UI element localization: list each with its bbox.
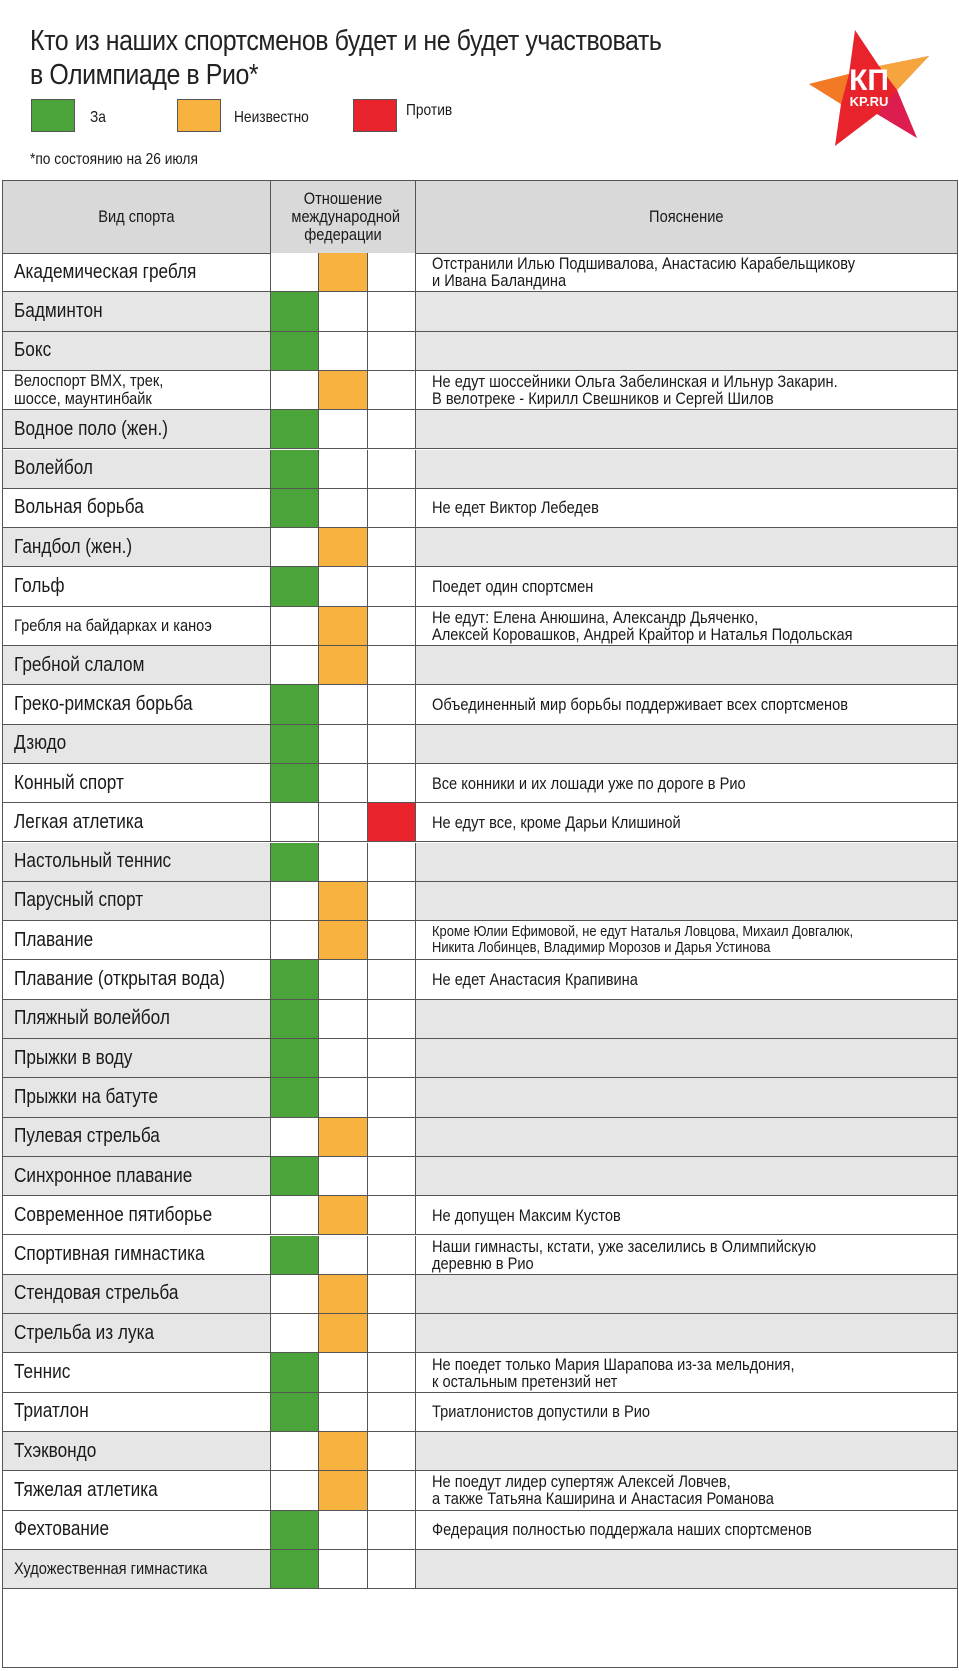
sport-name: Велоспорт BMX, трек, шоссе, маунтинбайк [3,371,271,409]
table-row [3,607,957,646]
status-cell-against [368,1275,416,1313]
sport-name: Легкая атлетика [3,803,271,841]
legend-label-unknown: Неизвестно [234,109,309,126]
sport-name: Современное пятиборье [3,1196,271,1234]
status-cell-against [368,764,416,802]
sport-name: Бокс [3,332,271,370]
table-row [3,489,957,528]
kp-logo [805,26,935,151]
status-cell-for [271,960,319,998]
sports-table [2,180,958,1668]
sport-name: Тяжелая атлетика [3,1471,271,1509]
status-cell-against [368,803,416,841]
status-cell-for [271,607,319,645]
status-cell-against [368,371,416,409]
status-cell-against [368,685,416,723]
sport-name: Стендовая стрельба [3,1275,271,1313]
status-cell-unknown [319,725,368,763]
note-cell: Не едут: Елена Анюшина, Александр Дьяченко, Алексей Коровашков, Андрей Крайтор и Наталья Подольская [432,607,853,644]
sport-name: Академическая гребля [3,253,271,291]
table-row [3,1314,957,1353]
legend-swatch-against [353,99,397,132]
legend-swatch-unknown [177,99,221,132]
sport-name: Гольф [3,567,271,605]
status-cell-for [271,528,319,566]
table-row [3,1393,957,1432]
table-row [3,882,957,921]
sport-name: Пулевая стрельба [3,1118,271,1156]
status-cell-against [368,607,416,645]
sport-name: Синхронное плавание [3,1157,271,1195]
table-row [3,567,957,606]
note-cell: Объединенный мир борьбы поддерживает всех спортсменов [432,694,848,714]
note-cell: Не допущен Максим Кустов [432,1205,621,1225]
status-cell-unknown [319,371,368,409]
status-cell-for [271,410,319,448]
legend-label-against: Против [406,102,453,119]
table-row [3,1157,957,1196]
note-cell [416,292,957,330]
note-cell [416,882,957,920]
table-row [3,1511,957,1550]
chart-title: Кто из наших спортсменов будет и не будет участвовать в Олимпиаде в Рио* [30,25,662,91]
status-cell-against [368,843,416,881]
status-cell-for [271,1550,319,1588]
status-cell-unknown [319,1353,368,1391]
status-cell-against [368,1157,416,1195]
status-cell-unknown [319,1157,368,1195]
sport-name: Волейбол [3,450,271,488]
status-cell-for [271,764,319,802]
note-cell: Поедет один спортсмен [432,577,594,597]
note-cell: Триатлонистов допустили в Рио [432,1402,650,1422]
status-cell-for [271,685,319,723]
status-cell-for [271,253,319,291]
status-cell-against [368,1039,416,1077]
status-cell-against [368,1432,416,1470]
status-cell-for [271,1432,319,1470]
table-row [3,1236,957,1275]
logo-text-kp: КП [849,64,889,97]
sport-name: Бадминтон [3,292,271,330]
status-cell-against [368,725,416,763]
status-cell-unknown [319,567,368,605]
status-cell-unknown [319,1118,368,1156]
note-cell: Не едет Анастасия Крапивина [432,970,638,990]
status-cell-against [368,1550,416,1588]
status-cell-for [271,1078,319,1116]
table-row [3,960,957,999]
status-cell-against [368,1118,416,1156]
status-cell-for [271,1000,319,1038]
status-cell-against [368,489,416,527]
status-cell-against [368,646,416,684]
note-cell: Не едет Виктор Лебедев [432,498,599,518]
header-federation: Отношение международной федерации [271,181,416,253]
status-cell-unknown [319,1511,368,1549]
status-cell-for [271,1471,319,1509]
status-cell-unknown [319,607,368,645]
status-cell-unknown [319,1275,368,1313]
status-cell-unknown [319,646,368,684]
note-cell [416,1000,957,1038]
status-cell-for [271,292,319,330]
status-cell-against [368,882,416,920]
note-cell: Не поедет только Мария Шарапова из-за мельдония, к остальным претензий нет [432,1354,795,1391]
note-cell [416,1275,957,1313]
sport-name: Плавание [3,921,271,959]
note-cell: Наши гимнасты, кстати, уже заселились в Олимпийскую деревню в Рио [432,1236,817,1273]
status-cell-against [368,567,416,605]
table-row [3,843,957,882]
status-cell-against [368,1471,416,1509]
table-row [3,1275,957,1314]
status-cell-unknown [319,1039,368,1077]
status-cell-against [368,960,416,998]
status-cell-for [271,843,319,881]
table-row [3,1196,957,1235]
note-cell [416,1157,957,1195]
status-cell-for [271,1353,319,1391]
table-row [3,803,957,842]
note-cell [416,1432,957,1470]
sport-name: Спортивная гимнастика [3,1236,271,1274]
status-cell-for [271,567,319,605]
status-cell-for [271,1196,319,1234]
table-row [3,253,957,292]
table-row [3,921,957,960]
table-row [3,332,957,371]
note-cell [416,332,957,370]
note-cell [416,410,957,448]
status-cell-against [368,292,416,330]
status-cell-unknown [319,1000,368,1038]
status-cell-unknown [319,450,368,488]
status-cell-against [368,1393,416,1431]
table-row [3,1432,957,1471]
status-cell-against [368,528,416,566]
status-cell-for [271,1314,319,1352]
status-cell-for [271,882,319,920]
note-cell [416,1550,957,1588]
table-row [3,371,957,410]
status-cell-unknown [319,528,368,566]
note-cell: Федерация полностью поддержала наших спортсменов [432,1520,812,1540]
status-cell-for [271,1275,319,1313]
header-note: Пояснение [649,207,724,226]
status-cell-for [271,725,319,763]
table-row [3,646,957,685]
sport-name: Гребной слалом [3,646,271,684]
status-cell-against [368,1353,416,1391]
status-cell-unknown [319,489,368,527]
sport-name: Прыжки в воду [3,1039,271,1077]
status-cell-for [271,489,319,527]
sport-name: Гандбол (жен.) [3,528,271,566]
status-cell-against [368,1511,416,1549]
status-cell-unknown [319,764,368,802]
status-cell-for [271,1039,319,1077]
sport-name: Водное поло (жен.) [3,410,271,448]
status-cell-unknown [319,882,368,920]
note-cell: Все конники и их лошади уже по дороге в Рио [432,773,746,793]
status-cell-unknown [319,1314,368,1352]
status-cell-unknown [319,292,368,330]
note-cell [416,843,957,881]
status-cell-against [368,253,416,291]
status-cell-for [271,921,319,959]
note-cell: Не едут все, кроме Дарьи Клишиной [432,812,681,832]
sport-name: Настольный теннис [3,843,271,881]
footnote: *по состоянию на 26 июля [30,151,198,168]
status-cell-against [368,1196,416,1234]
status-cell-for [271,803,319,841]
table-row [3,764,957,803]
sport-name: Греко-римская борьба [3,685,271,723]
status-cell-unknown [319,843,368,881]
note-cell: Кроме Юлии Ефимовой, не едут Наталья Ловцова, Михаил Довгалюк, Никита Лобинцев, Владимир Морозов и Дарья Устинова [432,923,854,957]
sport-name: Вольная борьба [3,489,271,527]
note-cell: Отстранили Илью Подшивалова, Анастасию Карабельщикову и Ивана Баландина [432,254,856,291]
status-cell-unknown [319,960,368,998]
logo-text-kpru: KP.RU [849,94,889,109]
note-cell [416,646,957,684]
legend-swatch-for [31,99,75,132]
table-row [3,1471,957,1510]
note-cell [416,725,957,763]
table-row [3,1000,957,1039]
status-cell-for [271,450,319,488]
status-cell-against [368,1314,416,1352]
table-row [3,725,957,764]
status-cell-unknown [319,1393,368,1431]
note-cell [416,1314,957,1352]
status-cell-unknown [319,1432,368,1470]
sport-name: Конный спорт [3,764,271,802]
status-cell-for [271,371,319,409]
status-cell-for [271,1393,319,1431]
table-row [3,1039,957,1078]
status-cell-unknown [319,253,368,291]
table-row [3,685,957,724]
status-cell-unknown [319,332,368,370]
status-cell-unknown [319,685,368,723]
status-cell-against [368,410,416,448]
status-cell-unknown [319,1196,368,1234]
table-row [3,1550,957,1589]
status-cell-unknown [319,410,368,448]
sport-name: Стрельба из лука [3,1314,271,1352]
status-cell-unknown [319,1078,368,1116]
status-cell-unknown [319,1471,368,1509]
status-cell-unknown [319,1550,368,1588]
sport-name: Пляжный волейбол [3,1000,271,1038]
table-header [3,181,957,254]
table-row [3,450,957,489]
sport-name: Триатлон [3,1393,271,1431]
table-row [3,1118,957,1157]
status-cell-against [368,1236,416,1274]
note-cell [416,1039,957,1077]
status-cell-against [368,1000,416,1038]
status-cell-for [271,646,319,684]
sport-name: Теннис [3,1353,271,1391]
note-cell [416,528,957,566]
sport-name: Парусный спорт [3,882,271,920]
sport-name: Прыжки на батуте [3,1078,271,1116]
sport-name: Дзюдо [3,725,271,763]
table-row [3,1353,957,1392]
note-cell: Не едут шоссейники Ольга Забелинская и Ильнур Закарин. В велотреке - Кирилл Свешников и Сергей Шилов [432,372,838,409]
table-row [3,528,957,567]
status-cell-against [368,921,416,959]
note-cell [416,1078,957,1116]
status-cell-for [271,1118,319,1156]
legend-label-for: За [90,109,106,126]
sport-name: Плавание (открытая вода) [3,960,271,998]
status-cell-for [271,332,319,370]
header-sport: Вид спорта [3,181,271,253]
status-cell-against [368,450,416,488]
status-cell-against [368,332,416,370]
note-cell [416,450,957,488]
status-cell-unknown [319,803,368,841]
status-cell-for [271,1236,319,1274]
note-cell: Не поедут лидер супертяж Алексей Ловчев, а также Татьяна Каширина и Анастасия Романова [432,1472,774,1509]
sport-name: Тхэквондо [3,1432,271,1470]
status-cell-for [271,1511,319,1549]
note-cell [416,1118,957,1156]
table-row [3,410,957,449]
table-row [3,292,957,331]
sport-name: Художественная гимнастика [3,1550,271,1588]
status-cell-against [368,1078,416,1116]
sport-name: Фехтование [3,1511,271,1549]
status-cell-unknown [319,921,368,959]
table-row [3,1078,957,1117]
sport-name: Гребля на байдарках и каноэ [3,607,271,645]
status-cell-unknown [319,1236,368,1274]
status-cell-for [271,1157,319,1195]
